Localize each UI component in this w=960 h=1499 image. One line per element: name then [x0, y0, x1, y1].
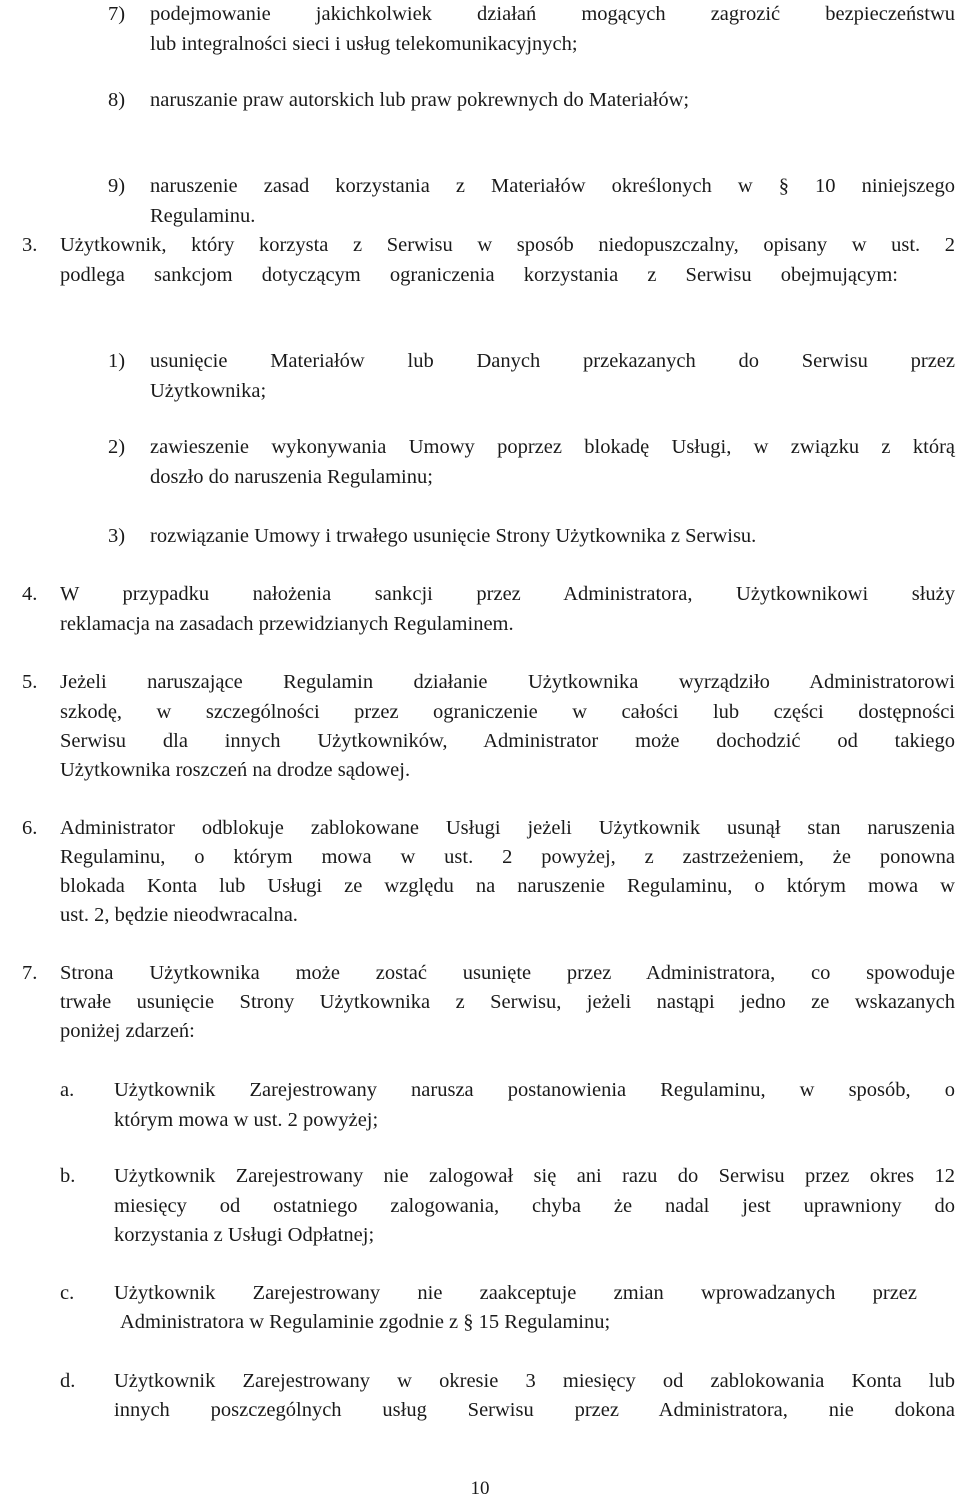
- list-number: 3): [108, 525, 126, 547]
- text-line: Użytkownik Zarejestrowany nie zaakceptuje zmian wprowadzanych przez: [114, 1282, 917, 1304]
- text-line: Jeżeli naruszające Regulamin działanie Użytkownika wyrządziło Administratorowi: [60, 671, 955, 693]
- page-number: 10: [470, 1478, 490, 1499]
- text-line: Strona Użytkownika może zostać usunięte przez Administratora, co spowoduje: [60, 962, 955, 984]
- text-line: naruszenie zasad korzystania z Materiałów określonych w § 10 niniejszego: [150, 175, 955, 197]
- text-line: rozwiązanie Umowy i trwałego usunięcie Strony Użytkownika z Serwisu.: [150, 525, 757, 547]
- text-line: trwałe usunięcie Strony Użytkownika z Serwisu, jeżeli nastąpi jedno ze wskazanych: [60, 991, 955, 1013]
- text-line: Regulaminu.: [150, 205, 256, 227]
- list-letter: d.: [60, 1370, 76, 1392]
- text-line: lub integralności sieci i usług telekomunikacyjnych;: [150, 33, 578, 55]
- text-line: Użytkownika;: [150, 380, 267, 402]
- text-line: naruszanie praw autorskich lub praw pokrewnych do Materiałów;: [150, 89, 690, 111]
- text-line: zawieszenie wykonywania Umowy poprzez blokadę Usługi, w związku z którą: [150, 436, 955, 458]
- text-line: usunięcie Materiałów lub Danych przekazanych do Serwisu przez: [150, 350, 955, 372]
- text-line: podlega sankcjom dotyczącym ograniczenia korzystania z Serwisu obejmującym:: [60, 264, 898, 286]
- text-line: Administrator odblokuje zablokowane Usługi jeżeli Użytkownik usunął stan naruszenia: [60, 817, 955, 839]
- text-line: którym mowa w ust. 2 powyżej;: [114, 1109, 379, 1131]
- list-number: 8): [108, 89, 126, 111]
- list-number: 1): [108, 350, 126, 372]
- paragraph-number: 4.: [22, 583, 38, 605]
- paragraph-number: 3.: [22, 234, 38, 256]
- text-line: W przypadku nałożenia sankcji przez Administratora, Użytkownikowi służy: [60, 583, 955, 605]
- list-letter: a.: [60, 1079, 75, 1101]
- text-line: Użytkownik Zarejestrowany narusza postanowienia Regulaminu, w sposób, o: [114, 1079, 955, 1101]
- text-line: Serwisu dla innych Użytkowników, Administrator może dochodzić od takiego: [60, 730, 955, 752]
- text-line: Użytkownik Zarejestrowany nie zalogował się ani razu do Serwisu przez okres 12: [114, 1165, 955, 1187]
- list-number: 7): [108, 3, 126, 25]
- text-line: podejmowanie jakichkolwiek działań mogących zagrozić bezpieczeństwu: [150, 3, 955, 25]
- text-line: poniżej zdarzeń:: [60, 1020, 195, 1042]
- text-line: Regulaminu, o którym mowa w ust. 2 powyżej, z zastrzeżeniem, że ponowna: [60, 846, 955, 868]
- text-line: miesięcy od ostatniego zalogowania, chyba że nadal jest uprawniony do: [114, 1195, 955, 1217]
- text-line: szkodę, w szczególności przez ograniczenie w całości lub części dostępności: [60, 701, 955, 723]
- paragraph-number: 6.: [22, 817, 38, 839]
- list-number: 9): [108, 175, 126, 197]
- list-letter: c.: [60, 1282, 75, 1304]
- list-letter: b.: [60, 1165, 76, 1187]
- text-line: Administratora w Regulaminie zgodnie z § 15 Regulaminu;: [120, 1311, 611, 1333]
- text-line: blokada Konta lub Usługi ze względu na naruszenie Regulaminu, o którym mowa w: [60, 875, 955, 897]
- text-line: innych poszczególnych usług Serwisu przez Administratora, nie dokona: [114, 1399, 955, 1421]
- text-line: doszło do naruszenia Regulaminu;: [150, 466, 433, 488]
- text-line: Użytkownik, który korzysta z Serwisu w sposób niedopuszczalny, opisany w ust. 2: [60, 234, 955, 256]
- paragraph-number: 7.: [22, 962, 38, 984]
- text-line: ust. 2, będzie nieodwracalna.: [60, 904, 298, 926]
- list-number: 2): [108, 436, 126, 458]
- text-line: korzystania z Usługi Odpłatnej;: [114, 1224, 375, 1246]
- text-line: Użytkownik Zarejestrowany w okresie 3 miesięcy od zablokowania Konta lub: [114, 1370, 955, 1392]
- text-line: Użytkownika roszczeń na drodze sądowej.: [60, 759, 411, 781]
- paragraph-number: 5.: [22, 671, 38, 693]
- text-line: reklamacja na zasadach przewidzianych Regulaminem.: [60, 613, 514, 635]
